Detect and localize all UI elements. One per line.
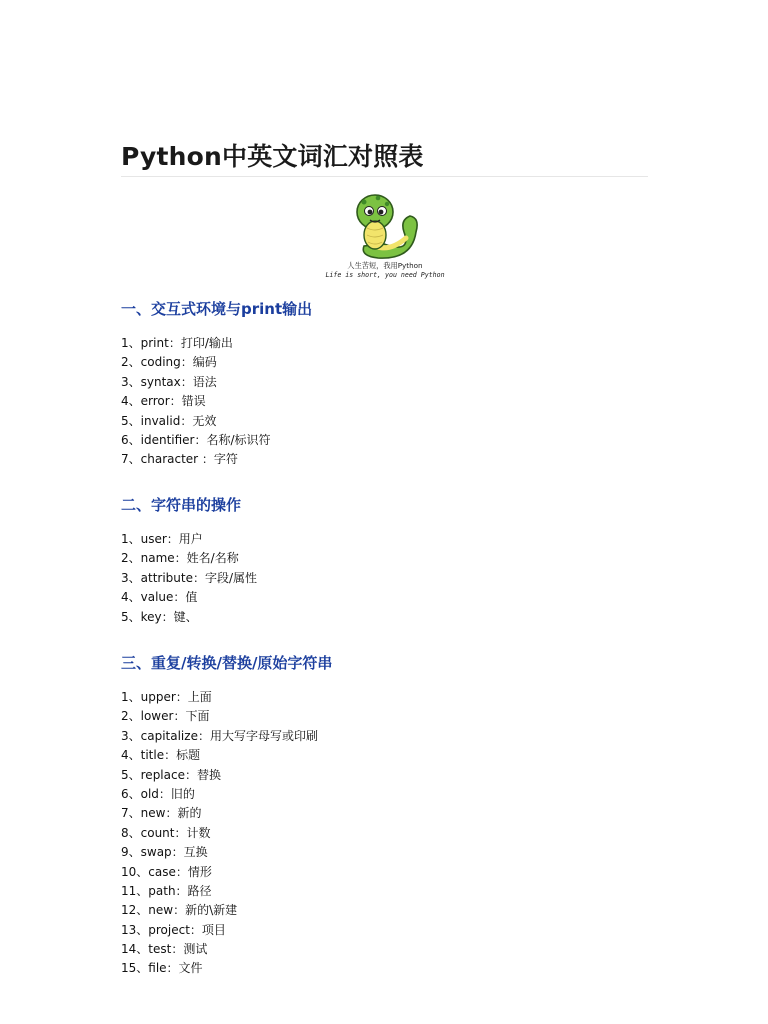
section-heading-replace: 三、重复/转换/替换/原始字符串 bbox=[121, 654, 333, 672]
list-item: 12、new：新的\新建 bbox=[121, 903, 238, 918]
list-item: 5、invalid：无效 bbox=[121, 413, 217, 428]
list-item: 3、syntax：语法 bbox=[121, 374, 217, 389]
list-item: 2、name：姓名/名称 bbox=[121, 551, 239, 566]
list-item: 2、lower：下面 bbox=[121, 709, 210, 724]
list-item: 4、title：标题 bbox=[121, 748, 201, 763]
logo-caption-en: Life is short, you need Python bbox=[325, 271, 445, 279]
vocab-list-interactive bbox=[121, 334, 271, 470]
list-item: 6、old：旧的 bbox=[121, 786, 195, 801]
list-item: 1、print：打印/输出 bbox=[121, 336, 233, 350]
list-item: 8、count：计数 bbox=[121, 825, 211, 840]
list-item: 3、attribute：字段/属性 bbox=[121, 570, 258, 585]
list-item: 14、test：测试 bbox=[121, 942, 208, 957]
list-item: 5、replace：替换 bbox=[121, 767, 221, 782]
list-item: 5、key：键、 bbox=[121, 609, 198, 624]
list-item: 2、coding：编码 bbox=[121, 355, 217, 370]
list-item: 6、identifier：名称/标识符 bbox=[121, 432, 271, 447]
logo-caption-cn: 人生苦短，我用Python bbox=[347, 261, 423, 270]
vocab-list-strings bbox=[121, 530, 257, 627]
list-item: 11、path：路径 bbox=[121, 883, 212, 898]
vocab-list-replace bbox=[121, 688, 318, 979]
section-heading-strings: 二、字符串的操作 bbox=[121, 496, 242, 514]
list-item: 15、file：文件 bbox=[121, 961, 203, 976]
list-item: 1、upper：上面 bbox=[121, 690, 212, 704]
list-item: 4、error：错误 bbox=[121, 394, 206, 409]
section-heading-interactive: 一、交互式环境与print输出 bbox=[121, 300, 313, 318]
list-item: 3、capitalize：用大写字母写或印刷 bbox=[121, 728, 318, 743]
list-item: 10、case：情形 bbox=[121, 864, 212, 879]
page-title: Python中英文词汇对照表 bbox=[121, 142, 424, 171]
list-item: 7、character ：字符 bbox=[121, 452, 238, 467]
list-item: 7、new：新的 bbox=[121, 806, 202, 821]
list-item: 4、value：值 bbox=[121, 590, 198, 605]
list-item: 9、swap：互换 bbox=[121, 845, 208, 860]
list-item: 13、project：项目 bbox=[121, 922, 226, 937]
python-logo-image bbox=[312, 188, 458, 280]
title-divider bbox=[121, 176, 648, 177]
list-item: 1、user：用户 bbox=[121, 532, 203, 546]
